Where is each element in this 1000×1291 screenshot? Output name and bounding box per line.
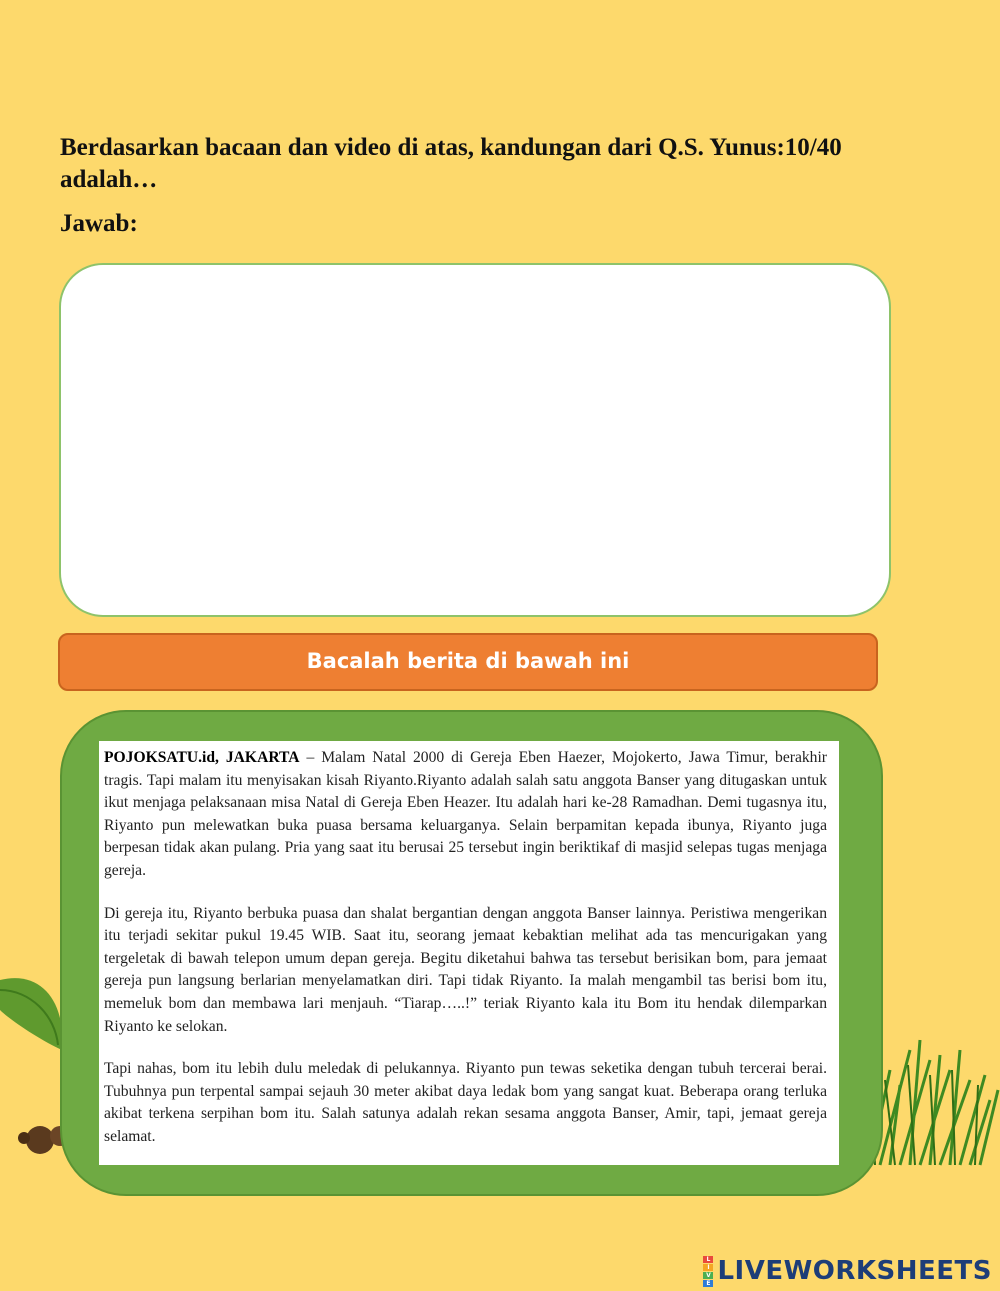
news-article — [99, 741, 839, 1165]
news-paragraph-2: Di gereja itu, Riyanto berbuka puasa dan shalat bergantian dengan anggota Banser lainnya. Peristiwa mengerikan itu terjadi sekitar pukul 19.45 WIB. Saat itu, seorang jemaat kebaktian melihat ada tas mencurigakan yang tergeletak di bawah telepon umum depan gereja. Begitu diketahui bahwa tas tersebut berisikan bom, para jemaat gereja pun langsung berlarian menyelamatkan diri. Tapi tidak Riyanto. Ia malah mengambil tas berisi bom itu, memeluk bom dan membawa lari menjauh. “Tiarap…..!” teriak Riyanto kala itu Bom itu hendak dilemparkan Riyanto ke selokan. — [104, 904, 827, 1035]
logo-mark-letter: E — [703, 1280, 713, 1287]
logo-text: LIVEWORKSHEETS — [717, 1256, 992, 1286]
news-paragraph-1 — [104, 747, 827, 883]
logo-mark-letter: V — [703, 1272, 713, 1279]
news-paragraph-3: Tapi nahas, bom itu lebih dulu meledak di pelukannya. Riyanto pun tewas seketika dengan tubuh tercerai berai. Tubuhnya pun terpental sampai sejauh 30 meter akibat daya ledak bom yang sangat kuat. Beberapa orang terluka akibat terkena serpihan bom itu. Salah satunya adalah rekan sesama anggota Banser, Amir, tapi, jemaat gereja selamat. — [104, 1060, 827, 1145]
logo-mark-letter: I — [703, 1264, 713, 1271]
answer-label: Jawab: — [60, 210, 138, 237]
logo-mark-icon — [703, 1256, 713, 1287]
question-text: Berdasarkan bacaan dan video di atas, kandungan dari Q.S. Yunus:10/40 adalah… — [60, 134, 842, 193]
news-paragraph-1-text: – Malam Natal 2000 di Gereja Eben Haezer, Mojokerto, Jawa Timur, berakhir tragis. Tapi malam itu menyisakan kisah Riyanto.Riyanto adalah salah satu anggota Banser yang ditugaskan untuk ikut menjaga pelaksanaan misa Natal di Gereja Eben Heazer. Itu adalah hari ke-28 Ramadhan. Demi tugasnya itu, Riyanto pun melewatkan buka puasa bersama keluarganya. Selain berpamitan kepada ibunya, Riyanto juga berpesan tidak akan pulang. Pria yang saat itu berusai 25 tersebut ingin beriktikaf di masjid selepas tugas menjaga gereja. — [104, 749, 828, 879]
instruction-banner: Bacalah berita di bawah ini — [58, 633, 878, 691]
liveworksheets-logo — [703, 1254, 992, 1288]
logo-mark-letter: L — [703, 1256, 713, 1263]
news-dateline: POJOKSATU.id, JAKARTA — [104, 749, 300, 766]
answer-input[interactable] — [59, 263, 891, 617]
